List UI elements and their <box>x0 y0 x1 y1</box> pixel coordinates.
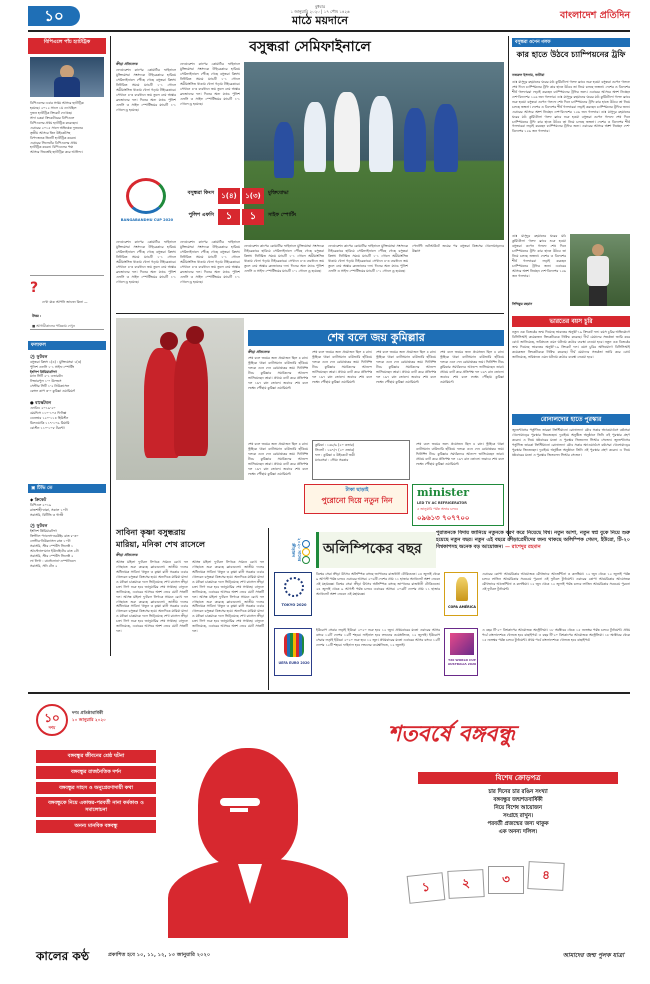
football-tv-icon: ⚽ <box>30 523 37 529</box>
team3-score: ১ <box>218 209 240 225</box>
football-tv-label: ⚽ ফুটবল <box>30 523 48 529</box>
cricket-headline-bar <box>248 330 504 346</box>
basketball-results: এনবিএ ২০১৯-২০ মেমফিস ১১০-১০৫ ফিনিক্স ডেনভার ১২০-১১৪ হিউস্টন মিলওয়াকি ১১৭-১০৯ মিয়ামি বোস্টন ১১০-১০৮ টরন্টো <box>30 405 70 430</box>
anniversary-text: দশম প্রতিষ্ঠাবার্ষিকী <box>72 710 104 715</box>
cricket-photo <box>116 318 244 480</box>
minister-brand: minister <box>417 486 470 499</box>
lead-body-col1: ফেডারেশন কাপের কোয়ার্টার ফাইনালে মুক্তিযোদ্ধা সংসদকে টাইব্রেকারে হারিয়ে সেমিফাইনালে পৌঁছে গেছে বসুন্ধরা কিংস। নির্ধারিত সময়ে ম্যাচটি ১-১ গোলে অমীমাংসিত থাকায় খেলা গড়ায় টাইব্রেকারে। সেখানে ৪-৩ ব্যবধানে জয় তুলে নেয় অস্কার ব্রুজোনের দল। দিনের অন্য ম্যাচে পুলিশ এফসি ও সাইফ স্পোর্টিংয়ের ম্যাচটি ১-১ গোলে ড্র হয়েছে। <box>116 68 176 112</box>
bangabandhu-cup-logo <box>118 170 176 238</box>
tv-title: টিভি তে <box>36 486 53 491</box>
cricket-body-col6: শেষ বলে জয়ের জন্য প্রয়োজন ছিল ৪ রান। স্ট্রাইকে থাকা ব্যাটসম্যান বাউন্ডারি হাঁকিয়ে দলকে এনে দেন রোমাঞ্চকর জয়। ফিনিশিং টাচে কুমিল্লার সমর্থকদের আনন্দে ভাসিয়েছেন তারা। প্রথমে ব্যাট করে প্রতিপক্ষ দল ১৬৭ রান তোলে। জবাবে শেষ বলে লক্ষ্যে পৌঁছায় কুমিল্লা ওয়ারিয়র্স। <box>416 442 504 466</box>
copa-logo <box>444 572 478 616</box>
cricket-byline: ক্রীড়া প্রতিবেদক <box>248 350 270 354</box>
book-4: ৪ <box>527 861 564 891</box>
sabina-body-col2: আসন্ন মহিলা ফুটবল লিগকে সামনে রেখে দল গোছাতে শুরু করেছে ক্লাবগুলো। জাতীয় দলের অধিনায়ক সাবিনা খাতুন ও কৃষ্ণা রানী সরকার এবার খেলবেন বসুন্ধরা কিংসের হয়ে। অন্যদিকে মারিয়া মান্ডা ও মনিকা চাকমাকে দলে ভিড়িয়েছে শেখ রাসেল ক্রীড়া চক্র। লিগ শুরু হবে জানুয়ারির শেষ সপ্তাহে। বাফুফে জানিয়েছে, এবারের আসরে অংশ নেবে মোট সাতটি দল। আসন্ন মহিলা ফুটবল লিগকে সামনে রেখে দল গোছাতে শুরু করেছে ক্লাবগুলো। জাতীয় দলের অধিনায়ক সাবিনা খাতুন ও কৃষ্ণা রানী সরকার এবার খেলবেন বসুন্ধরা কিংসের হয়ে। অন্যদিকে মারিয়া মান্ডা ও মনিকা চাকমাকে দলে ভিড়িয়েছে শেখ রাসেল ক্রীড়া চক্র। লিগ শুরু হবে জানুয়ারির শেষ সপ্তাহে। বাফুফে জানিয়েছে, এবারের আসরে অংশ নেবে মোট সাতটি দল। <box>192 560 264 634</box>
special-title: বিশেষ ক্রোড়পত্র <box>495 774 541 782</box>
olympic-headline: অলিম্পিকের বছর <box>323 541 422 557</box>
taka-ad-line1: টাকা ছাড়াই <box>345 487 369 493</box>
cricket-body-col5: শেষ বলে জয়ের জন্য প্রয়োজন ছিল ৪ রান। স্ট্রাইকে থাকা ব্যাটসম্যান বাউন্ডারি হাঁকিয়ে দলকে এনে দেন রোমাঞ্চকর জয়। ফিনিশিং টাচে কুমিল্লার সমর্থকদের আনন্দে ভাসিয়েছেন তারা। প্রথমে ব্যাট করে প্রতিপক্ষ দল ১৬৭ রান তোলে। জবাবে শেষ বলে লক্ষ্যে পৌঁছায় কুমিল্লা ওয়ারিয়র্স। <box>248 442 308 476</box>
book-stack <box>408 858 608 908</box>
minister-sub: LED TV AC REFRIGERATOR <box>417 501 467 505</box>
quiz-box <box>30 275 104 330</box>
team1-score-a: ১(৪) <box>218 188 240 204</box>
lead-headline: বসুন্ধরা সেমিফাইনালে <box>249 39 371 55</box>
anniversary-date: ১০ জানুয়ারি ২০২০ <box>72 717 106 722</box>
lead-body-col2: ফেডারেশন কাপের কোয়ার্টার ফাইনালে মুক্তিযোদ্ধা সংসদকে টাইব্রেকারে হারিয়ে সেমিফাইনালে পৌঁছে গেছে বসুন্ধরা কিংস। নির্ধারিত সময়ে ম্যাচটি ১-১ গোলে অমীমাংসিত থাকায় খেলা গড়ায় টাইব্রেকারে। সেখানে ৪-৩ ব্যবধানে জয় তুলে নেয় অস্কার ব্রুজোনের দল। দিনের অন্য ম্যাচে পুলিশ এফসি ও সাইফ স্পোর্টিংয়ের ম্যাচটি ১-১ গোলে ড্র হয়েছে। <box>180 62 240 106</box>
india-box-title: ভারতের বয়স চুরি <box>512 316 630 327</box>
golf-tag: বসুন্ধরা ওপেন গলফ <box>512 38 630 47</box>
bpl-title: বিপিএলে পাঁচ হ্যাটট্রিক <box>43 39 91 45</box>
sabina-divider <box>268 528 269 690</box>
ad-tagline: আমাদের জন্ম পুলক যাত্রা <box>562 952 624 959</box>
tokyo-label: TOKYO 2020 <box>281 603 307 607</box>
section-title: মাঠে ময়দানে <box>292 14 348 27</box>
sabina-headline-b: মারিয়া, মনিকা শেখ রাসেলে <box>116 540 205 549</box>
t20-label: T20 WORLD CUP AUSTRALIA 2020 <box>447 658 477 667</box>
page-number: ১০ <box>44 7 64 25</box>
sabina-byline: ক্রীড়া প্রতিবেদক <box>116 553 138 557</box>
golf-body: ডাঃ মাসুদুর রহমানের ঘরের মাঠ কুর্মিটোলা গলফ ক্লাবে শুরু হওয়া বসুন্ধরা ওপেন গলফে শেষ দিনে চ্যাম্পিয়নের ট্রফি কার হাতে উঠবে তা নিয়ে চলছে জল্পনা। দেশের ও বিদেশের শীর্ষ গলফাররা লড়াই করছেন চ্যাম্পিয়নের ট্রফির জন্য। এবারের আসরে অংশ নিচ্ছেন দেশ-বিদেশের ১২৬ জন গলফার। ডাঃ মাসুদুর রহমানের ঘরের মাঠ কুর্মিটোলা গলফ ক্লাবে শুরু হওয়া বসুন্ধরা ওপেন গলফে শেষ দিনে চ্যাম্পিয়নের ট্রফি কার হাতে উঠবে তা নিয়ে চলছে জল্পনা। দেশের ও বিদেশের শীর্ষ গলফাররা লড়াই করছেন চ্যাম্পিয়নের ট্রফির জন্য। এবারের আসরে অংশ নিচ্ছেন দেশ-বিদেশের ১২৬ জন গলফার। ডাঃ মাসুদুর রহমানের ঘরের মাঠ কুর্মিটোলা গলফ ক্লাবে শুরু হওয়া বসুন্ধরা ওপেন গলফে শেষ দিনে চ্যাম্পিয়নের ট্রফি কার হাতে উঠবে তা নিয়ে চলছে জল্পনা। দেশের ও বিদেশের শীর্ষ গলফাররা লড়াই করছেন চ্যাম্পিয়নের ট্রফির জন্য। এবারের আসরে অংশ নিচ্ছেন দেশ-বিদেশের ১২৬ জন গলফার। <box>512 80 630 134</box>
team1-name: বসুন্ধরা কিংস <box>187 190 214 196</box>
taka-ad-line2: পুরোনো দিয়ে নতুন নিন <box>321 496 393 505</box>
ronaldo-box-body: জুভেন্টাসের পর্তুগিজ তারকা ক্রিস্টিয়ানো রোনালদো গ্লোব সকার অ্যাওয়ার্ডসে বর্ষসেরা খেলোয়াড়ের পুরস্কার জিতেছেন। দুবাইয়ে অনুষ্ঠিত অনুষ্ঠানে তিনি এই পুরস্কার গ্রহণ করেন। এ নিয়ে ষষ্ঠবারের মতো এ পুরস্কার জিতলেন সিআর সেভেন। জুভেন্টাসের পর্তুগিজ তারকা ক্রিস্টিয়ানো রোনালদো গ্লোব সকার অ্যাওয়ার্ডসে বর্ষসেরা খেলোয়াড়ের পুরস্কার জিতেছেন। দুবাইয়ে অনুষ্ঠিত অনুষ্ঠানে তিনি এই পুরস্কার গ্রহণ করেন। এ নিয়ে ষষ্ঠবারের মতো এ পুরস্কার জিতলেন সিআর সেভেন। <box>512 428 630 457</box>
results-title-bar <box>28 341 106 350</box>
page-number-badge <box>28 6 80 26</box>
basketball-label: ● বাস্কেটবল <box>30 400 52 406</box>
lead-photo-caption: পেনাল্টি শুটআউটে জয়ের পর বসুন্ধরা কিংসের খেলোয়াড়দের উল্লাস <box>412 244 504 253</box>
lead-body-col3: ফেডারেশন কাপের কোয়ার্টার ফাইনালে মুক্তিযোদ্ধা সংসদকে টাইব্রেকারে হারিয়ে সেমিফাইনালে পৌঁছে গেছে বসুন্ধরা কিংস। নির্ধারিত সময়ে ম্যাচটি ১-১ গোলে অমীমাংসিত থাকায় খেলা গড়ায় টাইব্রেকারে। সেখানে ৪-৩ ব্যবধানে জয় তুলে নেয় অস্কার ব্রুজোনের দল। দিনের অন্য ম্যাচে পুলিশ এফসি ও সাইফ স্পোর্টিংয়ের ম্যাচটি ১-১ গোলে ড্র হয়েছে। <box>116 240 176 284</box>
olympic-intro-author: রাশেদুর রহমান <box>511 544 541 550</box>
results-football <box>30 354 104 431</box>
cricket-icon: ◆ <box>30 497 35 502</box>
copa-body: এবারের কোপা আমেরিকার আয়োজক যৌথভাবে আর্জেন্টিনা ও কলম্বিয়া। ১২ জুন থেকে ১২ জুলাই পর্যন্ত চলবে লাতিন আমেরিকার সবচেয়ে পুরনো এই ফুটবল টুর্নামেন্ট। এবারের কোপা আমেরিকার আয়োজক যৌথভাবে আর্জেন্টিনা ও কলম্বিয়া। ১২ জুন থেকে ১২ জুলাই পর্যন্ত চলবে লাতিন আমেরিকার সবচেয়ে পুরনো এই ফুটবল টুর্নামেন্ট। <box>482 572 630 591</box>
lead-body-col5: ফেডারেশন কাপের কোয়ার্টার ফাইনালে মুক্তিযোদ্ধা সংসদকে টাইব্রেকারে হারিয়ে সেমিফাইনালে পৌঁছে গেছে বসুন্ধরা কিংস। নির্ধারিত সময়ে ম্যাচটি ১-১ গোলে অমীমাংসিত থাকায় খেলা গড়ায় টাইব্রেকারে। সেখানে ৪-৩ ব্যবধানে জয় তুলে নেয় অস্কার ব্রুজোনের দল। দিনের অন্য ম্যাচে পুলিশ এফসি ও সাইফ স্পোর্টিংয়ের ম্যাচটি ১-১ গোলে ড্র হয়েছে। <box>244 244 324 273</box>
sabina-body-col1: আসন্ন মহিলা ফুটবল লিগকে সামনে রেখে দল গোছাতে শুরু করেছে ক্লাবগুলো। জাতীয় দলের অধিনায়ক সাবিনা খাতুন ও কৃষ্ণা রানী সরকার এবার খেলবেন বসুন্ধরা কিংসের হয়ে। অন্যদিকে মারিয়া মান্ডা ও মনিকা চাকমাকে দলে ভিড়িয়েছে শেখ রাসেল ক্রীড়া চক্র। লিগ শুরু হবে জানুয়ারির শেষ সপ্তাহে। বাফুফে জানিয়েছে, এবারের আসরে অংশ নেবে মোট সাতটি দল। আসন্ন মহিলা ফুটবল লিগকে সামনে রেখে দল গোছাতে শুরু করেছে ক্লাবগুলো। জাতীয় দলের অধিনায়ক সাবিনা খাতুন ও কৃষ্ণা রানী সরকার এবার খেলবেন বসুন্ধরা কিংসের হয়ে। অন্যদিকে মারিয়া মান্ডা ও মনিকা চাকমাকে দলে ভিড়িয়েছে শেখ রাসেল ক্রীড়া চক্র। লিগ শুরু হবে জানুয়ারির শেষ সপ্তাহে। বাফুফে জানিয়েছে, এবারের আসরে অংশ নেবে মোট সাতটি দল। <box>116 560 188 634</box>
team4-score: ১ <box>242 209 264 225</box>
cricket-headline: শেষ বলে জয় কুমিল্লার <box>327 331 425 344</box>
anniversary-logo-word: দশম <box>48 725 56 730</box>
team4-name: সাইফ স্পোর্টিং <box>268 212 297 218</box>
cricket-body-col2: শেষ বলে জয়ের জন্য প্রয়োজন ছিল ৪ রান। স্ট্রাইকে থাকা ব্যাটসম্যান বাউন্ডারি হাঁকিয়ে দলকে এনে দেন রোমাঞ্চকর জয়। ফিনিশিং টাচে কুমিল্লার সমর্থকদের আনন্দে ভাসিয়েছেন তারা। প্রথমে ব্যাট করে প্রতিপক্ষ দল ১৬৭ রান তোলে। জবাবে শেষ বলে লক্ষ্যে পৌঁছায় কুমিল্লা ওয়ারিয়র্স। <box>312 350 372 384</box>
quiz-question: দেখা যাক আপনি জানেন কিনা — <box>42 300 88 304</box>
tokyo-body: বিশ্বের সেরা ক্রীড়া উৎসব অলিম্পিক বসছে জাপানের রাজধানী টোকিওতে। ২৪ জুলাই থেকে ৯ আগস্ট পর্যন্ত চলবে এবারের আসর। ২০৬টি দেশের প্রায় ১১ হাজার অ্যাথলেট অংশ নেবেন এই মহাযজ্ঞে। বিশ্বের সেরা ক্রীড়া উৎসব অলিম্পিক বসছে জাপানের রাজধানী টোকিওতে। ২৪ জুলাই থেকে ৯ আগস্ট পর্যন্ত চলবে এবারের আসর। ২০৬টি দেশের প্রায় ১১ হাজার অ্যাথলেট অংশ নেবেন এই মহাযজ্ঞে। <box>316 572 440 596</box>
euro-body: ইউরোপ সেরার লড়াই ইউরো ২০২০ শুরু হবে ১২ জুন। প্রথমবারের মতো এবারের আসর বসবে ১২টি দেশের ১২টি শহরে। ফাইনাল হবে লন্ডনের ওয়েম্বলিতে, ১২ জুলাই। ইউরোপ সেরার লড়াই ইউরো ২০২০ শুরু হবে ১২ জুন। প্রথমবারের মতো এবারের আসর বসবে ১২টি দেশের ১২টি শহরে। ফাইনাল হবে লন্ডনের ওয়েম্বলিতে, ১২ জুলাই। <box>316 628 440 647</box>
anniversary-logo <box>36 704 68 736</box>
masthead-date: ১ জানুয়ারি ২০২০ | ১৭ পৌষ ১৪২৬ <box>290 9 350 15</box>
cup-logo-text: BANGABANDHU CUP 2020 <box>120 218 174 222</box>
ad-topic-list <box>36 750 156 833</box>
team3-name: পুলিশ এফসি <box>188 212 214 218</box>
special-title-box <box>418 772 618 784</box>
olympic-year-badge: ২০২০ সালের ক্রীড়াঙ্গন <box>291 538 302 562</box>
anniversary-logo-numeral: ১০ <box>44 711 60 725</box>
results-title: ফলাফল <box>31 343 46 348</box>
scoreboard-graphic <box>176 188 316 228</box>
tokyo-logo <box>274 572 312 616</box>
cricket-body-col3: শেষ বলে জয়ের জন্য প্রয়োজন ছিল ৪ রান। স্ট্রাইকে থাকা ব্যাটসম্যান বাউন্ডারি হাঁকিয়ে দলকে এনে দেন রোমাঞ্চকর জয়। ফিনিশিং টাচে কুমিল্লার সমর্থকদের আনন্দে ভাসিয়েছেন তারা। প্রথমে ব্যাট করে প্রতিপক্ষ দল ১৬৭ রান তোলে। জবাবে শেষ বলে লক্ষ্যে পৌঁছায় কুমিল্লা ওয়ারিয়র্স। <box>376 350 436 384</box>
copa-label: COPA AMÉRICA <box>448 605 476 609</box>
cricket-tv-lines: বিপিএল ২০১৯ রাজশাহী-ঢাকা, সকাল ১০টা সরাসরি, বিটিভি ও গাজী <box>30 502 68 517</box>
lead-body-col6: ফেডারেশন কাপের কোয়ার্টার ফাইনালে মুক্তিযোদ্ধা সংসদকে টাইব্রেকারে হারিয়ে সেমিফাইনালে পৌঁছে গেছে বসুন্ধরা কিংস। নির্ধারিত সময়ে ম্যাচটি ১-১ গোলে অমীমাংসিত থাকায় খেলা গড়ায় টাইব্রেকারে। সেখানে ৪-৩ ব্যবধানে জয় তুলে নেয় অস্কার ব্রুজোনের দল। দিনের অন্য ম্যাচে পুলিশ এফসি ও সাইফ স্পোর্টিংয়ের ম্যাচটি ১-১ গোলে ড্র হয়েছে। <box>328 244 408 273</box>
left-column-divider <box>110 36 111 656</box>
golf-body-2: ডাঃ মাসুদুর রহমানের ঘরের মাঠ কুর্মিটোলা গলফ ক্লাবে শুরু হওয়া বসুন্ধরা ওপেন গলফে শেষ দিনে চ্যাম্পিয়নের ট্রফি কার হাতে উঠবে তা নিয়ে চলছে জল্পনা। দেশের ও বিদেশের শীর্ষ গলফাররা লড়াই করছেন চ্যাম্পিয়নের ট্রফির জন্য। এবারের আসরে অংশ নিচ্ছেন দেশ-বিদেশের ১২৬ জন গলফার। <box>512 234 566 278</box>
bpl-photo <box>30 57 104 97</box>
minister-offer: ৫ জানুয়ারি পর্যন্ত অফার চলবে <box>417 507 458 511</box>
olympic-intro: পুরাতনকে বিদায় জানিয়ে নতুনকে বরণ করে নিয়েছে বিশ্ব। নতুন আশা, নতুন স্বপ্ন বুকে নিয়ে শুরু হয়েছে নতুন বছর। নতুন এই বছরে ক্রীড়াপ্রেমীদের জন্য থাকছে অলিম্পিক গেমস, ইউরো, টি-২০ বিশ্বকাপসহ অনেক বড় আয়োজন। — রাশেদুর রহমান <box>436 530 630 550</box>
ronaldo-box-title: রোনালদোর হাতে পুরস্কার <box>512 414 630 425</box>
team1-score-b: ১(৩) <box>242 188 264 204</box>
quiz-note: ■ আগামীকালের পত্রিকায় দেখুন <box>32 324 75 328</box>
india-box-body: নতুন এক বিতর্কের জন্ম দিয়েছে ভারতের অনূর্ধ্ব-১৯ ক্রিকেট দল। বয়স চুরির অভিযোগে বিসিসিআই কয়েকজন ক্রিকেটারকে নিষিদ্ধ করেছে। দীর্ঘ মেয়াদের সতর্কতা জারি করে বোর্ড জানিয়েছে, ভবিষ্যতে এমন ঘটনায় কঠোর ব্যবস্থা নেওয়া হবে। নতুন এক বিতর্কের জন্ম দিয়েছে ভারতের অনূর্ধ্ব-১৯ ক্রিকেট দল। বয়স চুরির অভিযোগে বিসিসিআই কয়েকজন ক্রিকেটারকে নিষিদ্ধ করেছে। দীর্ঘ মেয়াদের সতর্কতা জারি করে বোর্ড জানিয়েছে, ভবিষ্যতে এমন ঘটনায় কঠোর ব্যবস্থা নেওয়া হবে। <box>512 330 630 359</box>
olympic-rings <box>300 536 316 566</box>
sabina-headline-a: সাবিনা কৃষ্ণা বসুন্ধরায় <box>116 528 186 537</box>
ad-topic-5: অনন্য মানবিক বঙ্গবন্ধু <box>36 820 156 833</box>
tv-schedule <box>30 497 104 569</box>
football-icon: ⚽ <box>30 354 37 359</box>
t20-body: এ বছর টি-২০ বিশ্বকাপের আয়োজক অস্ট্রেলিয়া। ১৮ অক্টোবর থেকে ১৫ নভেম্বর পর্যন্ত চলবে টুর্নামেন্ট। প্রথম পর্বে বাংলাদেশকে খেলতে হবে বাছাইপর্ব। এ বছর টি-২০ বিশ্বকাপের আয়োজক অস্ট্রেলিয়া। ১৮ অক্টোবর থেকে ১৫ নভেম্বর পর্যন্ত চলবে টুর্নামেন্ট। প্রথম পর্বে বাংলাদেশকে খেলতে হবে বাছাইপর্ব। <box>482 628 630 642</box>
basketball-icon: ● <box>30 400 36 406</box>
olympic-headline-box <box>316 532 436 568</box>
special-lines: চার দিনের চার রঙিন সংখ্যা বঙ্গবন্ধুর জন্মশতবার্ষিকী নিয়ে বিশেষ আয়োজন সংগ্রহে রাখুন। পরবর্তী প্রজন্মের জন্য থাকুক এক অনন্য দলিল। <box>487 789 549 835</box>
euro-label: UEFA EURO 2020 <box>278 661 310 665</box>
masthead-day: বুধবার <box>314 4 326 9</box>
golf-photo <box>570 234 630 306</box>
t20-logo <box>444 628 478 676</box>
bpl-text: বিপিএলের এবার সপ্তম আসরে হ্যাটট্রিক হয়েছে। ২০১২ সালে ১ম দেখেছিল দুজন হ্যাটট্রিক ক্রিকেট দেখেছে। সাদা চকরা ক্রিকেটারের বিপিএলে বিপিএলের প্রথম হ্যাটট্রিক করেছেন। এবারের ২০১৫ সালে অভিষেক দুজনের তৃতীয় আসরে তিন উইকেটসহ বিপদজনক তিনটি হ্যাটট্রিক করেন। এবারের সিলেটের বিপিএলের প্রথম হ্যাটট্রিক করেন। বিপিএলের পঞ্চ আসরে জিতেছি হ্যাটট্রিক করে আফিফ। <box>30 101 84 155</box>
bpl-title-box <box>28 38 106 54</box>
right-column-divider <box>508 36 509 536</box>
question-mark-icon: ? <box>30 280 39 296</box>
paper-name: বাংলাদেশ প্রতিদিন <box>559 10 630 21</box>
golf-byline: নজরুল ইসলাম, ভাটারা <box>512 73 545 77</box>
football-results: বসুন্ধরা কিংস ১(৪) : মুক্তিযোদ্ধা ১(৩) পুলিশ এফসি ১-১ সাইফ স্পোর্টিং ইংলিশ প্রিমিয়ারলিগ ম্যান সিটি ২-১ এভারটন লিভারপুল ১-০ উলভস সেস্টার সিটি ১-২ নিউক্যাসল বেঙ্গল কাপ ৩-০ কুমিল্লা ওয়ারিয়র্স <box>30 359 82 394</box>
euro-logo <box>274 628 312 676</box>
golf-photo-caption: সিদ্দিকুর রহমান <box>512 302 533 306</box>
cricket-tv-label: ◆ ক্রিকেট <box>30 497 47 502</box>
quiz-answer-label: উত্তর : <box>32 314 42 318</box>
ad-topic-1: বঙ্গবন্ধুর জীবনের শ্রেষ্ঠ ঘটনা <box>36 750 156 763</box>
book-1: ১ <box>407 872 446 904</box>
minister-ad[interactable] <box>412 484 504 526</box>
bottom-ad[interactable] <box>28 698 630 978</box>
cricket-body-col1: শেষ বলে জয়ের জন্য প্রয়োজন ছিল ৪ রান। স্ট্রাইকে থাকা ব্যাটসম্যান বাউন্ডারি হাঁকিয়ে দলকে এনে দেন রোমাঞ্চকর জয়। ফিনিশিং টাচে কুমিল্লার সমর্থকদের আনন্দে ভাসিয়েছেন তারা। প্রথমে ব্যাট করে প্রতিপক্ষ দল ১৬৭ রান তোলে। জবাবে শেষ বলে লক্ষ্যে পৌঁছায় কুমিল্লা ওয়ারিয়র্স। <box>248 356 308 390</box>
ad-topic-4: বঙ্গবন্ধুকে নিয়ে একাত্তর-পরবর্তী নানা কর্মকাণ্ড ও সমালোচনা <box>36 797 156 817</box>
football-label: ⚽ ফুটবল <box>30 354 48 359</box>
ad-top-rule <box>28 692 630 694</box>
masthead-rule <box>28 30 630 32</box>
lead-byline: ক্রীড়া প্রতিবেদক <box>116 62 138 66</box>
ad-topic-2: বঙ্গবন্ধুর রাজনৈতিক দর্শন <box>36 766 156 779</box>
lead-bottom-rule <box>116 313 504 314</box>
portrait-illustration <box>158 728 358 938</box>
cricket-scoreboard: কুমিল্লা : ১৬৮/৬ (২০ ওভার) সিলেট : ১৬৭/৭ (২০ ওভার) ফল : কুমিল্লা ৪ উইকেটে জয়ী ম্যাচসেরা : সৌম্য সরকার <box>312 440 410 480</box>
kaler-kantho-logo: কালের কণ্ঠ <box>36 949 90 963</box>
golf-headline: কার হাতে উঠবে চ্যাম্পিয়নের ট্রফি <box>516 50 626 59</box>
tv-title-bar <box>28 484 106 493</box>
lead-body-col4: ফেডারেশন কাপের কোয়ার্টার ফাইনালে মুক্তিযোদ্ধা সংসদকে টাইব্রেকারে হারিয়ে সেমিফাইনালে পৌঁছে গেছে বসুন্ধরা কিংস। নির্ধারিত সময়ে ম্যাচটি ১-১ গোলে অমীমাংসিত থাকায় খেলা গড়ায় টাইব্রেকারে। সেখানে ৪-৩ ব্যবধানে জয় তুলে নেয় অস্কার ব্রুজোনের দল। দিনের অন্য ম্যাচে পুলিশ এফসি ও সাইফ স্পোর্টিংয়ের ম্যাচটি ১-১ গোলে ড্র হয়েছে। <box>180 240 240 284</box>
minister-phone: ০৯৬১৩ ৭০৭৭০০ <box>417 514 470 522</box>
tv-icon: ▣ <box>31 486 37 491</box>
football-tv-lines: ইংলিশ প্রিমিয়ারলিগ ক্রিস্টাল প্যালেস-নরউইচ রাত ৮-৩০ লেস্টার-নিউক্যাসল রাত ১০টা সরাসরি, স্টার স্পোর্টস সিলেক্ট ১ আর্সেনাল-ম্যান ইউনাইটেড রাত ২টা সরাসরি, স্টার স্পোর্টস সিলেক্ট ২ লা লিগা : বার্সেলোনা-এস্পানিওল সরাসরি, সনি টেন ২ <box>30 529 79 568</box>
book-3: ৩ <box>488 866 524 894</box>
ad-topic-3: বঙ্গবন্ধুর সাহস ও অনুপ্রেরণাদায়ী কথা <box>36 782 156 795</box>
team2-name: মুক্তিযোদ্ধা <box>268 190 289 196</box>
book-2: ২ <box>447 869 484 899</box>
cricket-body-col4: শেষ বলে জয়ের জন্য প্রয়োজন ছিল ৪ রান। স্ট্রাইকে থাকা ব্যাটসম্যান বাউন্ডারি হাঁকিয়ে দলকে এনে দেন রোমাঞ্চকর জয়। ফিনিশিং টাচে কুমিল্লার সমর্থকদের আনন্দে ভাসিয়েছেন তারা। প্রথমে ব্যাট করে প্রতিপক্ষ দল ১৬৭ রান তোলে। জবাবে শেষ বলে লক্ষ্যে পৌঁছায় কুমিল্লা ওয়ারিয়র্স। <box>440 350 504 384</box>
taka-ad[interactable] <box>304 484 408 514</box>
publish-text: প্রকাশিত হবে ১০, ১১, ১২, ১৩ জানুয়ারি ২০২০ <box>108 952 211 958</box>
calligraphy-title: শতবর্ষে বঙ্গবন্ধু <box>388 721 515 747</box>
